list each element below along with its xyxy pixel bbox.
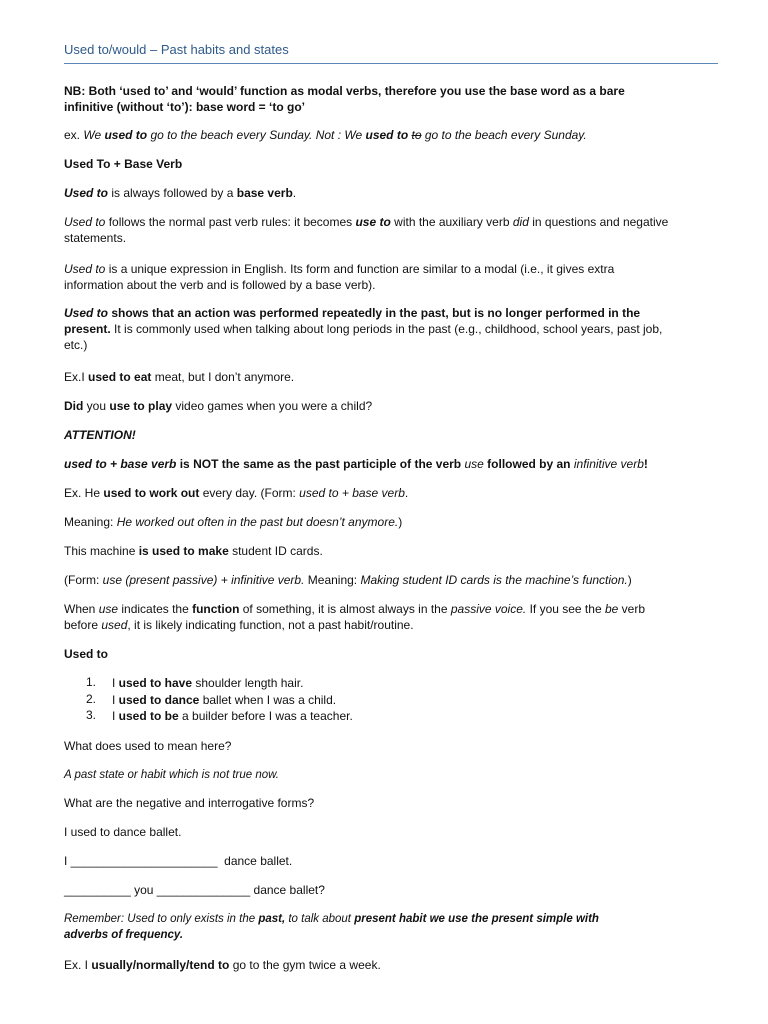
ex-d: used to <box>365 128 409 142</box>
dp-b: you <box>83 399 110 413</box>
wu-l2c: , it is likely indicating function, not a past habit/routine. <box>127 618 414 632</box>
eg-a: Ex. I <box>64 958 92 972</box>
ew-a: Ex. He <box>64 486 104 500</box>
rm-line2: adverbs of frequency. <box>64 929 184 941</box>
ee-b: used to eat <box>88 370 152 384</box>
ns-c: use <box>464 457 484 471</box>
heading-used-to-base-verb-text: Used To + Base Verb <box>64 157 183 171</box>
pa-b: is always followed by a <box>108 186 237 200</box>
sentence-dance: I used to dance ballet. <box>64 825 182 839</box>
m1-a: Meaning: <box>64 515 117 529</box>
wu-e: of something, it is almost always in the <box>239 602 451 616</box>
question-forms: What are the negative and interrogative forms? <box>64 796 315 810</box>
ex-a: We <box>83 128 105 142</box>
pu-line2: information about the verb and is followed by a base verb). <box>64 278 376 292</box>
ps-b: shows that an action was performed repeatedly in the past, but is no longer performed in the <box>108 306 641 320</box>
example-did-play <box>64 398 724 414</box>
para-not-same <box>64 456 724 472</box>
blank-question-field[interactable]: __________ you ______________ dance ballet? <box>64 883 325 897</box>
mc-c: student ID cards. <box>228 544 323 558</box>
li-c: shoulder length hair. <box>192 676 304 690</box>
li-c: ballet when I was a child. <box>199 693 337 707</box>
ps-a: Used to <box>64 306 109 320</box>
para-follows-rules <box>64 214 724 246</box>
heading-used-to-base-verb <box>64 156 724 172</box>
list-item <box>112 708 353 724</box>
ns-e: infinitive verb <box>573 457 644 471</box>
wu-b: use <box>98 602 119 616</box>
list-item <box>112 675 303 691</box>
example-eat <box>64 369 724 385</box>
para-unique-expression <box>64 261 724 293</box>
question-meaning: What does used to mean here? <box>64 739 232 753</box>
li-a: I <box>112 676 119 690</box>
list-num-2: 2. <box>86 692 97 706</box>
ew-b: used to work out <box>103 486 200 500</box>
pu-a: Used to <box>64 262 106 276</box>
example-machine <box>64 543 724 559</box>
form-passive <box>64 572 724 588</box>
eg-b: usually/normally/tend to <box>91 958 230 972</box>
example-gym <box>64 957 724 973</box>
li-a: I <box>112 709 119 723</box>
dp-c: use to play <box>109 399 173 413</box>
page-header-title: Used to/would – Past habits and states <box>64 42 289 57</box>
wu-c: indicates the <box>118 602 193 616</box>
ps-line3: etc.) <box>64 338 88 352</box>
heading-used-to <box>64 646 724 662</box>
m1-c: ) <box>398 515 403 529</box>
f2-d: Making student ID cards is the machine’s function. <box>360 573 628 587</box>
pf-line2: statements. <box>64 231 127 245</box>
li-c: a builder before I was a teacher. <box>178 709 353 723</box>
li-a: I <box>112 693 119 707</box>
li-b: used to dance <box>118 693 200 707</box>
ex-c: go to the beach every Sunday. Not : We <box>147 128 366 142</box>
ns-a: used to + base verb <box>64 457 177 471</box>
ew-e: . <box>404 486 409 500</box>
rm-b: past, <box>258 913 286 925</box>
ns-b: is NOT the same as the past participle of the verb <box>176 457 465 471</box>
rm-a: Remember: Used to only exists in the <box>64 913 259 925</box>
wu-g: If you see the <box>526 602 605 616</box>
ex-prefix: ex. <box>64 128 84 142</box>
wu-d: function <box>192 602 240 616</box>
li-b: used to be <box>118 709 179 723</box>
wu-h: be <box>604 602 619 616</box>
pu-b: is a unique expression in English. Its form and function are similar to a modal (i.e., it gives extra <box>105 262 615 276</box>
para-always-followed <box>64 185 724 201</box>
pa-d: . <box>292 186 297 200</box>
pa-c: base verb <box>236 186 293 200</box>
ns-d: followed by an <box>483 457 574 471</box>
header-rule <box>64 63 718 64</box>
wu-a: When <box>64 602 99 616</box>
ex-struck-to: to <box>411 128 422 142</box>
wu-l2b: used <box>101 618 128 632</box>
wu-i: verb <box>618 602 645 616</box>
nb-note <box>64 83 724 115</box>
dp-a: Did <box>64 399 84 413</box>
f2-b: use (present passive) + infinitive verb. <box>102 573 305 587</box>
ns-f: ! <box>643 457 648 471</box>
wu-l2a: before <box>64 618 102 632</box>
nb-line-2: infinitive (without ‘to’): base word = ‘to go’ <box>64 100 305 114</box>
pf-e: did <box>512 215 529 229</box>
attention-heading <box>64 427 724 443</box>
ee-a: Ex.I <box>64 370 89 384</box>
example-work-out <box>64 485 724 501</box>
pa-a: Used to <box>64 186 109 200</box>
para-when-use <box>64 601 724 633</box>
para-shows-action <box>64 305 724 353</box>
f2-e: ) <box>627 573 632 587</box>
ps-c: present. <box>64 322 111 336</box>
m1-b: He worked out often in the past but doesn’t anymore. <box>116 515 399 529</box>
mc-b: is used to make <box>138 544 229 558</box>
answer-meaning-text: A past state or habit which is not true now. <box>64 769 279 781</box>
mc-a: This machine <box>64 544 139 558</box>
answer-meaning <box>64 767 724 783</box>
li-b: used to have <box>118 676 193 690</box>
list-num-1: 1. <box>86 675 97 689</box>
eg-c: go to the gym twice a week. <box>229 958 381 972</box>
ex-g: go to the beach every Sunday. <box>421 128 587 142</box>
ex-b: used to <box>104 128 148 142</box>
remember-note <box>64 911 724 943</box>
pf-a: Used to <box>64 215 106 229</box>
nb-line-1: NB: Both ‘used to’ and ‘would’ function as modal verbs, therefore you use the base word as a bare <box>64 84 625 98</box>
ew-d: used to + base verb <box>299 486 405 500</box>
pf-c: use to <box>355 215 391 229</box>
rm-c: to talk about <box>285 913 355 925</box>
blank-negative-field[interactable]: I ______________________ dance ballet. <box>64 854 293 868</box>
pf-d: with the auxiliary verb <box>390 215 513 229</box>
ps-d: It is commonly used when talking about long periods in the past (e.g., childhood, school years, past job, <box>110 322 663 336</box>
dp-d: video games when you were a child? <box>172 399 373 413</box>
rm-d: present habit we use the present simple with <box>354 913 599 925</box>
heading-used-to-text: Used to <box>64 647 109 661</box>
f2-a: (Form: <box>64 573 103 587</box>
f2-c: Meaning: <box>304 573 361 587</box>
list-num-3: 3. <box>86 708 97 722</box>
ew-c: every day. (Form: <box>199 486 300 500</box>
example-beach <box>64 127 724 143</box>
ee-c: meat, but I don’t anymore. <box>151 370 295 384</box>
attention-text: ATTENTION! <box>64 428 136 442</box>
list-item <box>112 692 336 708</box>
pf-b: follows the normal past verb rules: it becomes <box>105 215 356 229</box>
wu-f: passive voice. <box>450 602 527 616</box>
meaning-work-out <box>64 514 724 530</box>
pf-f: in questions and negative <box>528 215 669 229</box>
